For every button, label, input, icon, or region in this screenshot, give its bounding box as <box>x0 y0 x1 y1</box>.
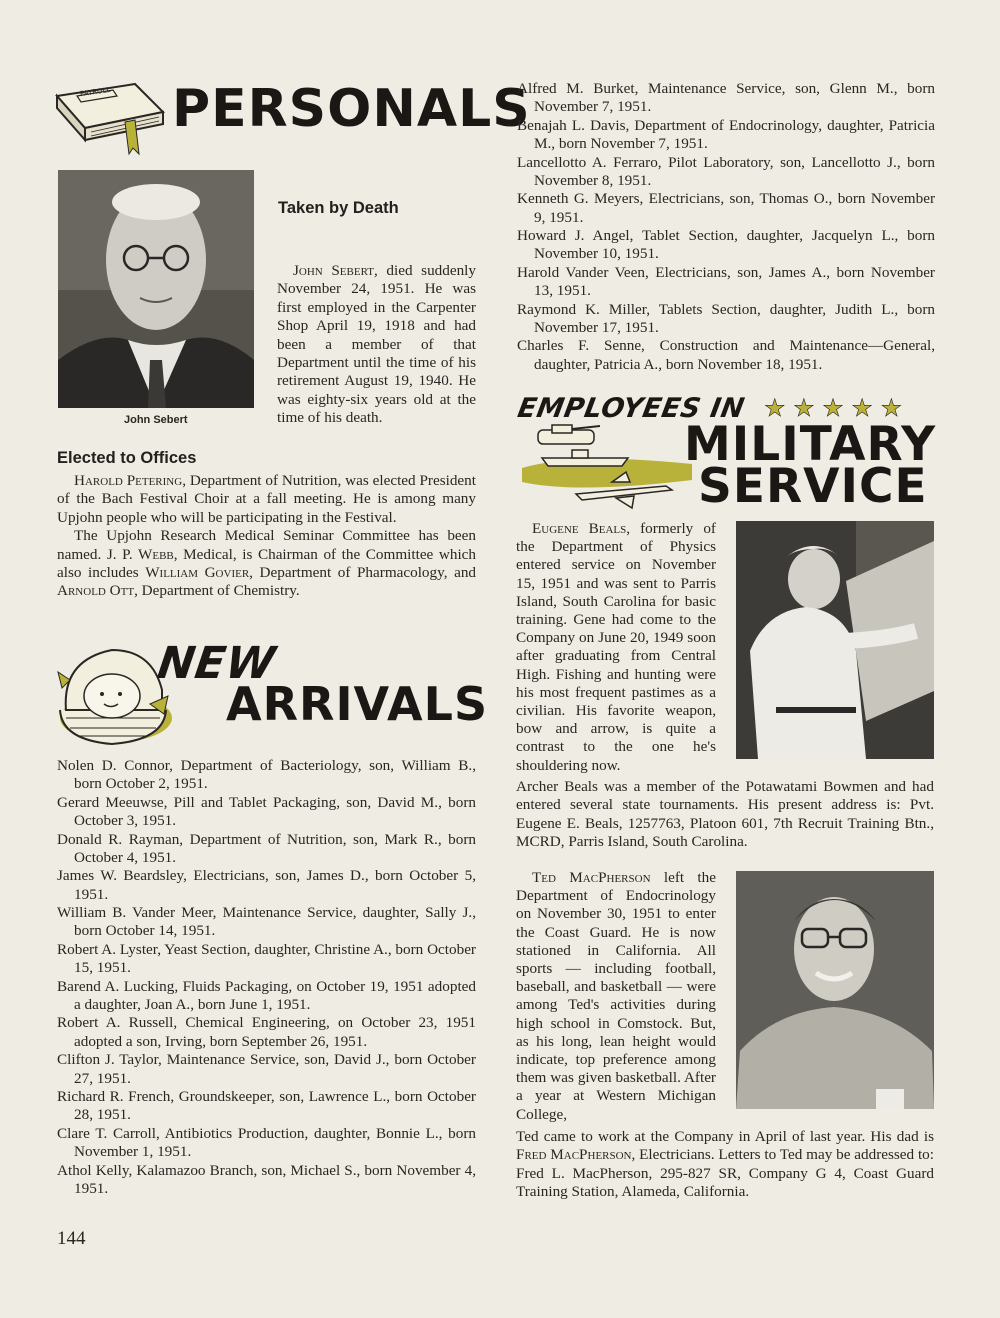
ted-macpherson-paragraph <box>516 869 716 1124</box>
arrival-entry: Barend A. Lucking, Fluids Packaging, on October 19, 1951 adopted a daughter, Joan A., born June 1, 1951. <box>57 977 476 1013</box>
elected-to-offices-heading: Elected to Offices <box>57 449 197 467</box>
military-title: MILITARY <box>684 417 937 472</box>
arrival-entry: Lancellotto A. Ferraro, Pilot Laboratory, son, Lancellotto J., born November 8, 1951. <box>517 153 935 189</box>
offices-paragraph-2 <box>57 527 476 601</box>
john-sebert-name: John Sebert <box>293 262 374 279</box>
arrival-entry: Kenneth G. Meyers, Electricians, son, Thomas O., born November 9, 1951. <box>517 190 935 226</box>
ted-macpherson-name: Ted MacPherson <box>532 869 651 886</box>
baby-basket-icon <box>52 640 174 748</box>
arrival-entry: Howard J. Angel, Tablet Section, daughter, Jacquelyn L., born November 10, 1951. <box>517 227 935 263</box>
arrival-entry: Clifton J. Taylor, Maintenance Service, son, David J., born October 27, 1951. <box>57 1051 476 1087</box>
eugene-beals-tail: Archer Beals was a member of the Potawatami Bowmen and had entered several state tournaments. His present address is: Pvt. Eugene E. Beals, 1257763, Platoon 601, 7th Recruit Training Btn., MCRD, Parris Island, South Carolina. <box>516 778 934 851</box>
arrival-entry: Harold Vander Veen, Electricians, son, James A., born November 13, 1951. <box>517 263 935 300</box>
john-sebert-caption: John Sebert <box>124 414 188 426</box>
arrival-entry: Nolen D. Connor, Department of Bacteriology, son, William B., born October 2, 1951. <box>57 757 476 793</box>
john-sebert-photo <box>58 170 254 408</box>
harold-petering-name: Harold Petering <box>74 472 183 489</box>
arnold-ott-name: Arnold Ott <box>57 582 135 600</box>
arrival-entry: Raymond K. Miller, Tablets Section, daughter, Judith L., born November 17, 1951. <box>517 300 935 336</box>
arrivals-list-left <box>57 757 476 1198</box>
offices-p2-text-a: The Upjohn Research Medical Seminar Committee has been named. <box>57 527 476 563</box>
arrival-entry: Gerard Meeuwse, Pill and Tablet Packaging, son, David M., born October 3, 1951. <box>57 793 476 830</box>
employees-in-title: EMPLOYEES IN <box>515 393 747 424</box>
page-number: 144 <box>57 1228 86 1249</box>
fred-macpherson-name: Fred MacPherson <box>516 1146 632 1164</box>
offices-p2-text-c: , Department of Pharmacology, and <box>249 564 477 582</box>
new-title: NEW <box>154 638 279 689</box>
ted-macpherson-tail-b: , Electricians. Letters to Ted may be addressed to: Fred L. MacPherson, 295-827 SR, Company G 4, Coast Guard Training Station, Alameda, California. <box>516 1146 934 1201</box>
arrival-entry: Benajah L. Davis, Department of Endocrinology, daughter, Patricia M., born November 7, 1951. <box>517 116 935 153</box>
taken-by-death-heading: Taken by Death <box>278 199 399 217</box>
personals-book-label: PAYROLL <box>79 85 111 99</box>
military-vehicles-icon <box>516 424 696 514</box>
service-title: SERVICE <box>698 459 928 514</box>
william-govier-name: William Govier <box>145 564 250 582</box>
jp-webb-name: J. P. Webb <box>106 545 174 563</box>
ted-macpherson-tail <box>516 1128 934 1202</box>
offices-p2-text-b: , Medical, is Chairman of the Committee which also includes <box>57 545 476 582</box>
arrival-entry: Richard R. French, Groundskeeper, son, Lawrence L., born October 28, 1951. <box>57 1088 476 1124</box>
arrival-entry: Robert A. Russell, Chemical Engineering, on October 23, 1951 adopted a son, Irving, born September 26, 1951. <box>57 1014 476 1050</box>
ted-macpherson-text: left the Department of Endocrinology on November 30, 1951 to enter the Coast Guard. He is now stationed in California. All sports — including football, baseball, and basketball — were among Ted's activities during high school in Comstock. But, as his long, lean height would indicate, top preference among them was given basketball. After a year at Western Michigan College, <box>516 869 716 1123</box>
ted-macpherson-photo <box>736 871 934 1109</box>
john-sebert-paragraph <box>277 262 476 428</box>
arrival-entry: James W. Beardsley, Electricians, son, James D., born October 5, 1951. <box>57 867 476 903</box>
offices-paragraph-1-text: , Department of Nutrition, was elected President of the Bach Festival Choir at a fall meeting. He is among many Upjohn people who will be participating in the Festival. <box>57 472 476 526</box>
arrival-entry: Robert A. Lyster, Yeast Section, daughter, Christine A., born October 15, 1951. <box>57 940 476 977</box>
arrival-entry: Athol Kelly, Kalamazoo Branch, son, Michael S., born November 4, 1951. <box>57 1161 476 1197</box>
stars-decoration: ★ ★ ★ ★ ★ <box>764 394 903 422</box>
personals-book-icon <box>55 82 167 158</box>
arrivals-list-right <box>517 80 935 374</box>
arrivals-title: ARRIVALS <box>226 677 489 731</box>
arrival-entry: Alfred M. Burket, Maintenance Service, son, Glenn M., born November 7, 1951. <box>517 80 935 116</box>
eugene-beals-name: Eugene Beals <box>532 520 627 537</box>
eugene-beals-text: , formerly of the Department of Physics entered service on November 15, 1951 and was sent to Parris Island, South Carolina for basic training. Gene had come to the Company on June 20, 1949 soon after graduating from Central High. Fishing and hunting were his most frequent pastimes as a civilian. His favorite weapon, bow and arrow, is quite a contrast to the one he's shouldering now. <box>516 520 716 774</box>
offices-p2-text-d: , Department of Chemistry. <box>134 582 300 600</box>
john-sebert-text: , died suddenly November 24, 1951. He was first employed in the Carpenter Shop April 19, 1918 and had been a member of that Department until the time of his retirement August 19, 1940. He was eighty-six years old at the time of his death. <box>277 262 476 427</box>
ted-macpherson-tail-a: Ted came to work at the Company in April of last year. His dad is <box>516 1128 934 1145</box>
personals-title: PERSONALS <box>172 79 531 139</box>
arrival-entry: Donald R. Rayman, Department of Nutrition, son, Mark R., born October 4, 1951. <box>57 830 476 866</box>
eugene-beals-photo <box>736 521 934 759</box>
offices-body <box>57 472 476 601</box>
arrival-entry: Charles F. Senne, Construction and Maintenance—General, daughter, Patricia A., born November 18, 1951. <box>517 337 935 373</box>
arrival-entry: Clare T. Carroll, Antibiotics Production, daughter, Bonnie L., born November 1, 1951. <box>57 1124 476 1161</box>
eugene-beals-paragraph <box>516 520 716 775</box>
arrival-entry: William B. Vander Meer, Maintenance Service, daughter, Sally J., born October 14, 1951. <box>57 904 476 940</box>
offices-paragraph-1 <box>57 472 476 527</box>
